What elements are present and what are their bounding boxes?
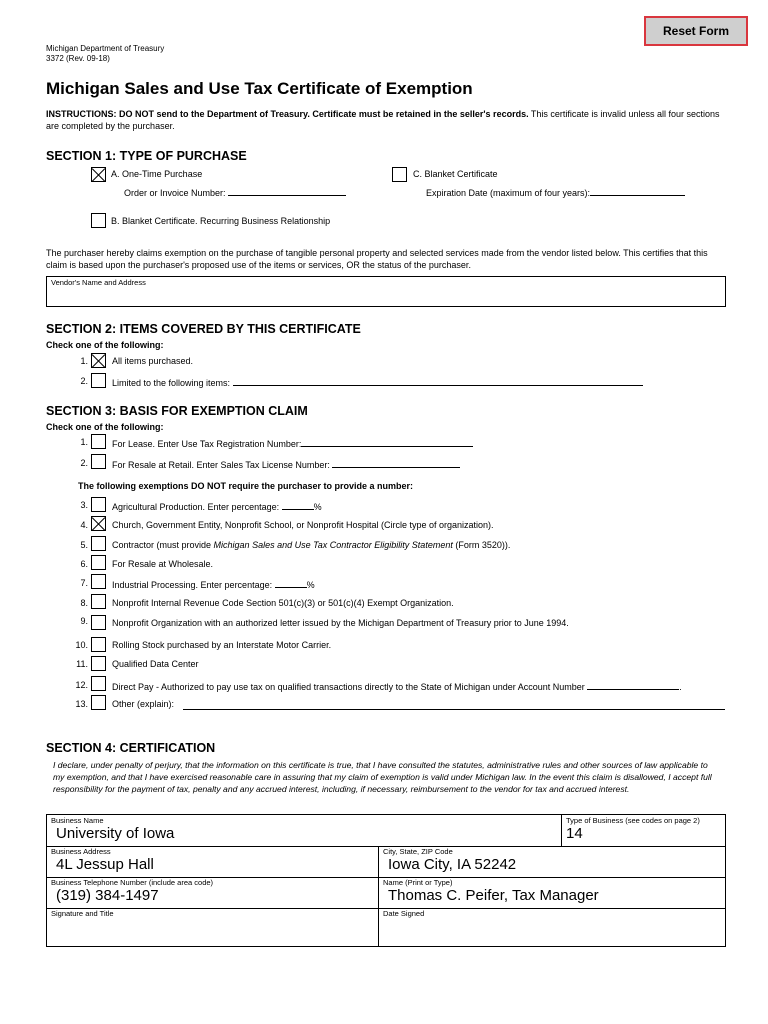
business-type-value: 14	[566, 825, 583, 842]
qualified-data-center-label: Qualified Data Center	[112, 659, 199, 669]
s3-item-5-number: 5.	[80, 540, 88, 550]
section-4-heading: SECTION 4: CERTIFICATION	[46, 741, 216, 755]
business-address-value: 4L Jessup Hall	[56, 856, 154, 873]
business-name-label: Business Name	[51, 816, 104, 825]
s3-item-8-number: 8.	[80, 598, 88, 608]
one-time-purchase-label: A. One-Time Purchase	[111, 169, 203, 179]
instructions-rest: This certificate is invalid unless all four sections are completed by the purchaser.	[46, 109, 720, 131]
account-number-input[interactable]	[587, 680, 679, 690]
church-government-label: Church, Government Entity, Nonprofit School, or Nonprofit Hospital (Circle type of organization).	[112, 520, 494, 530]
vendor-name-address-label: Vendor's Name and Address	[51, 278, 146, 287]
section-2-check-one: Check one of the following:	[46, 340, 164, 350]
s2-item-1-number: 1.	[80, 356, 88, 366]
all-items-label: All items purchased.	[112, 356, 194, 366]
blanket-certificate-checkbox[interactable]	[392, 167, 407, 182]
industrial-percentage-input[interactable]	[275, 578, 307, 588]
date-signed-label: Date Signed	[383, 909, 425, 918]
department-name: Michigan Department of Treasury	[46, 44, 165, 53]
use-tax-registration-input[interactable]	[301, 437, 473, 447]
claim-statement: The purchaser hereby claims exemption on the purchase of tangible personal property and selected services made from the vendor listed below. This certifies that this claim is based upon the purchaser's proposed use of the items or services, OR the status of the purchaser.	[46, 248, 708, 270]
limited-items-label: Limited to the following items:	[112, 376, 643, 388]
limited-items-input[interactable]	[233, 376, 643, 386]
date-signed-field[interactable]	[379, 908, 725, 947]
church-government-checkbox[interactable]	[91, 516, 106, 531]
rolling-stock-checkbox[interactable]	[91, 637, 106, 652]
other-explain-checkbox[interactable]	[91, 695, 106, 710]
business-name-field[interactable]	[47, 815, 561, 846]
nonprofit-letter-label: Nonprofit Organization with an authorized letter issued by the Michigan Department of Treasury prior to June 1994.	[112, 618, 569, 628]
business-type-field[interactable]	[562, 815, 725, 846]
direct-pay-label: Direct Pay - Authorized to pay use tax on qualified transactions directly to the State of Michigan under Account Number .	[112, 682, 682, 692]
s3-item-7-number: 7.	[80, 578, 88, 588]
certification-statement: I declare, under penalty of perjury, that the information on this certificate is true, that I have consulted the statutes, administrative rules and other sources of law applicable to my exemption, and that I have exercised reasonable care in assuring that my claim of exemption is valid under Michigan law. In the event this claim is disallowed, I accept full responsibility for the payment of tax, penalty and any accrued interest, including, if necessary, reimbursement to the vendor for tax and accrued interest.	[53, 760, 712, 794]
no-number-note: The following exemptions DO NOT require the purchaser to provide a number:	[78, 481, 414, 491]
section-3-check-one: Check one of the following:	[46, 422, 164, 432]
agricultural-production-label: Agricultural Production. Enter percentage: %	[112, 502, 322, 512]
s3-item-9-number: 9.	[80, 616, 88, 626]
city-state-zip-value: Iowa City, IA 52242	[388, 856, 517, 873]
city-state-zip-label: City, State, ZIP Code	[383, 847, 453, 856]
recurring-blanket-checkbox[interactable]	[91, 213, 106, 228]
business-name-value: University of Iowa	[56, 825, 175, 842]
signature-title-label: Signature and Title	[51, 909, 114, 918]
expiration-date-label: Expiration Date (maximum of four years):	[426, 186, 685, 198]
section-3-heading: SECTION 3: BASIS FOR EXEMPTION CLAIM	[46, 404, 308, 418]
one-time-purchase-checkbox[interactable]	[91, 167, 106, 182]
s3-item-2-number: 2.	[80, 458, 88, 468]
print-name-value: Thomas C. Peifer, Tax Manager	[388, 887, 599, 904]
business-phone-label: Business Telephone Number (include area code)	[51, 878, 214, 887]
reset-form-button[interactable]: Reset Form	[644, 16, 748, 46]
order-invoice-input[interactable]	[228, 186, 346, 196]
agricultural-percentage-input[interactable]	[282, 500, 314, 510]
resale-retail-checkbox[interactable]	[91, 454, 106, 469]
direct-pay-checkbox[interactable]	[91, 676, 106, 691]
other-explain-label: Other (explain):	[112, 699, 175, 709]
nonprofit-letter-checkbox[interactable]	[91, 615, 106, 630]
qualified-data-center-checkbox[interactable]	[91, 656, 106, 671]
s3-item-10-number: 10.	[75, 640, 88, 650]
for-lease-checkbox[interactable]	[91, 434, 106, 449]
s3-item-4-number: 4.	[80, 520, 88, 530]
print-name-label: Name (Print or Type)	[383, 878, 453, 887]
limited-items-checkbox[interactable]	[91, 373, 106, 388]
section-1-heading: SECTION 1: TYPE OF PURCHASE	[46, 149, 247, 163]
contractor-label: Contractor (must provide Michigan Sales and Use Tax Contractor Eligibility Statement (Form 3520)).	[112, 540, 511, 550]
form-revision: 3372 (Rev. 09-18)	[46, 54, 110, 63]
rolling-stock-label: Rolling Stock purchased by an Interstate Motor Carrier.	[112, 640, 332, 650]
business-phone-value: (319) 384-1497	[56, 887, 159, 904]
resale-wholesale-label: For Resale at Wholesale.	[112, 559, 214, 569]
order-invoice-label: Order or Invoice Number:	[124, 186, 346, 198]
contractor-checkbox[interactable]	[91, 536, 106, 551]
s3-item-11-number: 11.	[76, 659, 88, 669]
instructions-bold: INSTRUCTIONS: DO NOT send to the Department of Treasury. Certificate must be retained in the seller's records.	[46, 109, 529, 119]
business-address-label: Business Address	[51, 847, 111, 856]
recurring-blanket-label: B. Blanket Certificate. Recurring Business Relationship	[111, 216, 331, 226]
s3-item-12-number: 12.	[75, 680, 88, 690]
industrial-processing-label: Industrial Processing. Enter percentage: %	[112, 580, 315, 590]
business-address-field[interactable]	[47, 846, 378, 877]
sales-tax-license-input[interactable]	[332, 458, 460, 468]
s3-item-6-number: 6.	[80, 559, 88, 569]
instructions	[46, 108, 726, 132]
city-state-zip-field[interactable]	[379, 846, 725, 877]
other-explain-input[interactable]	[183, 709, 725, 710]
business-type-label: Type of Business (see codes on page 2)	[566, 816, 700, 825]
s3-item-13-number: 13.	[75, 699, 88, 709]
vendor-name-address-field[interactable]	[46, 276, 726, 307]
signature-title-field[interactable]	[47, 908, 378, 947]
expiration-date-input[interactable]	[590, 186, 685, 196]
agricultural-production-checkbox[interactable]	[91, 497, 106, 512]
form-title: Michigan Sales and Use Tax Certificate of Exemption	[46, 79, 473, 98]
all-items-checkbox[interactable]	[91, 353, 106, 368]
print-name-field[interactable]	[379, 877, 725, 908]
resale-retail-label: For Resale at Retail. Enter Sales Tax License Number:	[112, 458, 460, 470]
s2-item-2-number: 2.	[80, 376, 88, 386]
nonprofit-501c-label: Nonprofit Internal Revenue Code Section 501(c)(3) or 501(c)(4) Exempt Organization.	[112, 598, 454, 608]
for-lease-label: For Lease. Enter Use Tax Registration Number:	[112, 437, 473, 449]
certification-grid	[46, 814, 726, 947]
resale-wholesale-checkbox[interactable]	[91, 555, 106, 570]
blanket-certificate-label: C. Blanket Certificate	[413, 169, 498, 179]
business-phone-field[interactable]	[47, 877, 378, 908]
section-2-heading: SECTION 2: ITEMS COVERED BY THIS CERTIFICATE	[46, 322, 361, 336]
industrial-processing-checkbox[interactable]	[91, 574, 106, 589]
s3-item-1-number: 1.	[80, 437, 88, 447]
s3-item-3-number: 3.	[80, 500, 88, 510]
nonprofit-501c-checkbox[interactable]	[91, 594, 106, 609]
